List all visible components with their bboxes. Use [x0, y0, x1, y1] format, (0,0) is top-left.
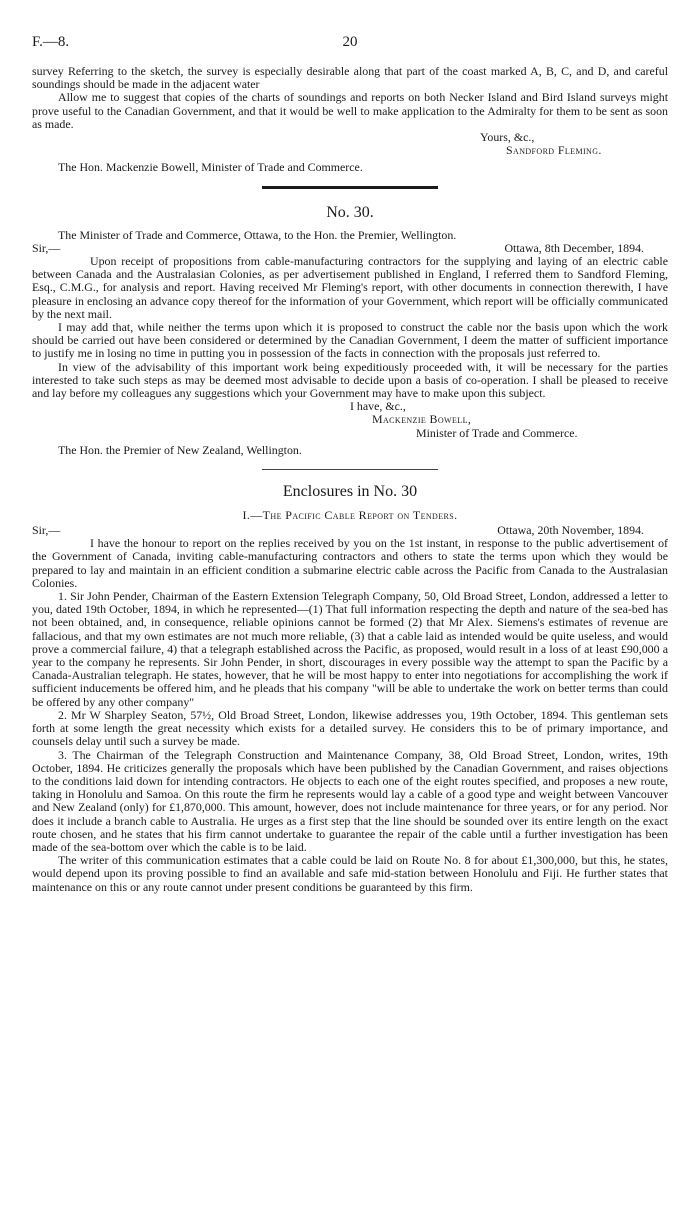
report-paragraph-route-8: The writer of this communication estimates that a cable could be laid on Route No. 8 for about £1,300,000, but this, he states, would depend upon its proving possible to find an available and safe mid-station between Honolulu and Fiji. He further states that maintenance on this or any route cannot under present conditions be guaranteed by this firm.	[32, 853, 668, 894]
signatory-title: Minister of Trade and Commerce.	[416, 425, 578, 440]
closing-line: Yours, &c.,	[480, 130, 535, 145]
report-paragraph-pender: 1. Sir John Pender, Chairman of the Eastern Extension Telegraph Company, 50, Old Broad Street, London, addressed a letter to you, dated 19th October, 1894, in which he represented—(1) That full information respecting the depth and nature of the sea-bed has not been obtained, and, in consequence, reliable opinions cannot be formed (2) that Mr Alex. Siemens's estimates of revenue are fallacious, and that my own estimates are not much more reliable, (3) that a cable laid as intended would be quite useless, and would prove a commercial failure, 4) that a telegraph established across the Pacific, as proposed, would result in a loss of at least £90,000 a year to the company he represents. Sir John Pender, in short, discourages in every possible way the attempt to span the Pacific by a Canada-Australian telegraph. He states, however, that he will be most happy to enter into negotiations for accomplishing the work if sufficient inducements be offered him, and he pleads that his company "will be able to undertake the work on better terms than could be offered by any other company"	[32, 589, 668, 709]
section-divider-thick	[262, 186, 438, 189]
addressee-bowell: The Hon. Mackenzie Bowell, Minister of Trade and Commerce.	[58, 160, 363, 175]
addressee-premier: The Hon. the Premier of New Zealand, Wellington.	[58, 442, 302, 457]
enclosures-heading: Enclosures in No. 30	[282, 483, 418, 501]
report-intro-paragraph: I have the honour to report on the replies received by you on the 1st instant, in response to the public advertisement of the Government of Canada, inviting cable-manufacturing contractors and others to state the terms upon which they would be prepared to lay and maintain in an efficient condition a submarine electric cable across the Pacific from Canada to the Australasian Colonies.	[32, 536, 668, 590]
letter-date: Ottawa, 8th December, 1894.	[504, 240, 644, 255]
signature-bowell: Mackenzie Bowell,	[372, 412, 472, 427]
letter-paragraph-2: I may add that, while neither the terms upon which it is proposed to construct the cable nor the basis upon which the work should be carried out have been considered or determined by the Canadian Government, I deem the matter of sufficient importance to justify me in losing no time in putting you in possession of the facts in connection with the proposals just referred to.	[32, 320, 668, 361]
salutation: Sir,—	[32, 240, 61, 255]
report-paragraph-telegraph-construction: 3. The Chairman of the Telegraph Construction and Maintenance Company, 38, Old Broad Street, London, writes, 19th October, 1894. He criticizes generally the proposals which have been published by the Canadian Government, and raises objections to the conditions laid down for intending contractors. He objects to each one of the eight routes specified, and proposes a new route, taking in Honolulu and Samoa. On this route the firm he represents would lay a cable of a good type and weight between Vancouver and New Zealand (only) for £1,870,000. This amount, however, does not include maintenance for three years, or for any period. Nor does it include a branch cable to Australia. He urges as a first step that the line should be sounded over its entire length on the exact route chosen, and he states that his firm cannot undertake to guarantee the repair of the cable until a further investigation has been made of the sea-bottom over which the cable is to be laid.	[32, 747, 668, 854]
section-divider-thin	[262, 469, 438, 470]
charts-paragraph: Allow me to suggest that copies of the charts of soundings and reports on both Necker Island and Bird Island surveys might prove useful to the Canadian Government, and that it would be well to make application to the Admiralty for them to be sent as soon as made.	[32, 90, 668, 131]
survey-paragraph: survey Referring to the sketch, the survey is especially desirable along that part of the coast marked A, B, C, and D, and careful soundings should be made in the adjacent water	[32, 64, 668, 92]
report-title: I.—The Pacific Cable Report on Tenders.	[242, 508, 458, 523]
salutation-date-row	[32, 242, 668, 255]
salutation-date-row	[32, 524, 668, 537]
letter-paragraph-1: Upon receipt of propositions from cable-manufacturing contractors for the supplying and laying of an electric cable between Canada and the Australasian Colonies, as per advertisement published in England, I referred them to Sandford Fleming, Esq., C.M.G., for analysis and report. Having received Mr Fleming's report, with other documents in connection therewith, I have pleasure in enclosing an advance copy thereof for the information of your Government, which report will be officially communicated by the next mail.	[32, 254, 668, 321]
page-header	[32, 30, 668, 54]
letter-paragraph-3: In view of the advisability of this important work being expeditiously proceeded with, it will be necessary for the parties interested to take such steps as may be deemed most advisable to decide upon a basis of co-operation. I shall be pleased to receive and lay before my colleagues any suggestions which your Government may have to make upon this subject.	[32, 359, 668, 401]
report-date: Ottawa, 20th November, 1894.	[497, 523, 644, 538]
report-paragraph-seaton: 2. Mr W Sharpley Seaton, 57½, Old Broad Street, London, likewise addresses you, 19th October, 1894. This gentleman sets forth at some length the great necessity which exists for a detailed survey. He considers this to be of primary importance, and counsels delay until such a survey be made.	[32, 707, 668, 749]
page-number: 20	[342, 34, 358, 50]
closing-line: I have, &c.,	[350, 399, 406, 414]
document-reference: F.—8.	[32, 34, 70, 50]
document-page	[32, 30, 668, 894]
signature-fleming: Sandford Fleming.	[506, 143, 602, 158]
salutation: Sir,—	[32, 523, 61, 538]
letter-from-line: The Minister of Trade and Commerce, Ottawa, to the Hon. the Premier, Wellington.	[58, 227, 457, 242]
section-heading-no30: No. 30.	[326, 203, 374, 221]
